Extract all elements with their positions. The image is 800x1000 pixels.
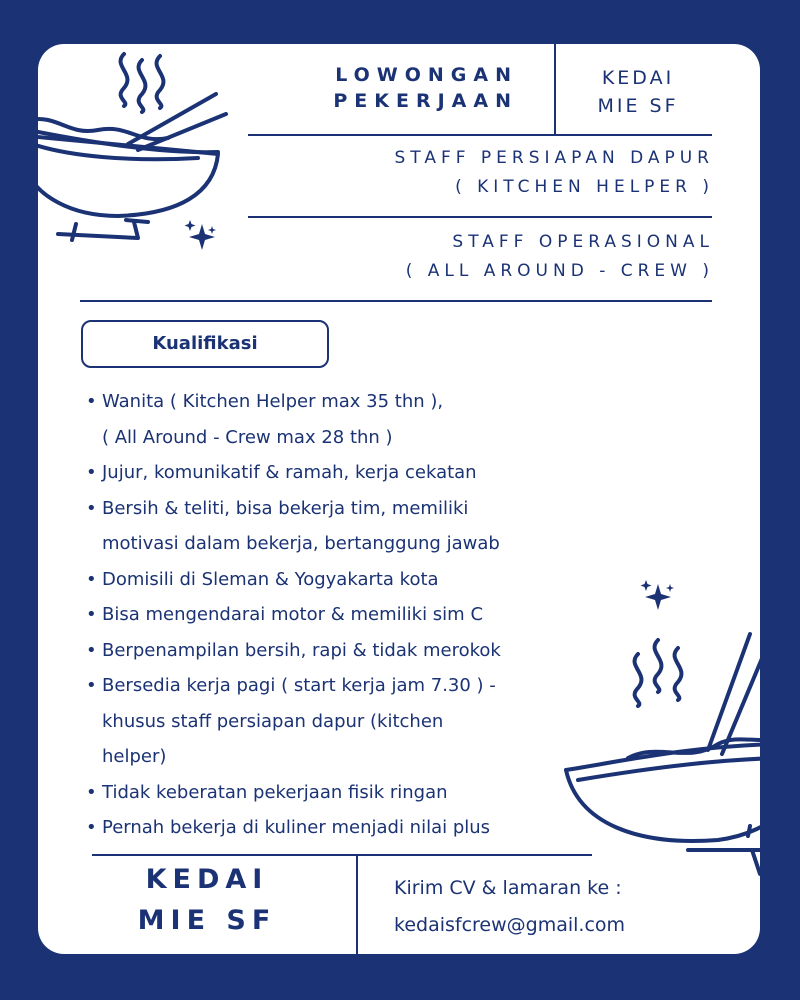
position-title: STAFF PERSIAPAN DAPUR [394,148,714,168]
list-item [82,597,582,633]
footer-brand-line-2: MIE SF [137,905,277,936]
position-kitchen-helper [394,144,714,202]
header-brand-line-1: KEDAI [601,67,675,89]
footer-vertical-divider [356,854,358,954]
divider-1 [248,134,712,136]
list-item-line: • Tidak keberatan pekerjaan fisik ringan [102,781,448,803]
list-item [82,562,582,598]
list-item-line: • Jujur, komunikatif & ramah, kerja cekatan [102,462,477,483]
list-item [82,810,582,846]
contact-info [394,870,625,944]
list-item-line: motivasi dalam bekerja, bertanggung jawab [102,533,500,554]
footer-brand [92,859,322,941]
position-subtitle: ( KITCHEN HELPER ) [455,177,714,197]
list-item [82,633,582,669]
contact-label: Kirim CV & lamaran ke : [394,877,622,899]
title-line-1: LOWONGAN [335,64,518,86]
list-item-line: ( All Around - Crew max 28 thn ) [102,426,393,448]
list-item-line: • Berpenampilan bersih, rapi & tidak merokok [102,639,501,661]
list-item-line: • Pernah bekerja di kuliner menjadi nilai plus [102,817,491,838]
list-item [82,455,582,491]
list-item-line: • Bersih & teliti, bisa bekerja tim, memiliki [102,497,469,519]
list-item [82,668,582,775]
position-title: STAFF OPERASIONAL [452,232,714,252]
list-item [82,775,582,811]
list-item-line: • Wanita ( Kitchen Helper max 35 thn ), [102,391,444,412]
qualifications-heading: Kualifikasi [81,320,329,368]
title-line-2: PEKERJAAN [333,90,518,112]
divider-2 [248,216,712,218]
noodle-bowl-icon [38,44,268,274]
poster-card [38,44,760,954]
list-item-line: • Bisa mengendarai motor & memiliki sim C [102,604,484,625]
position-all-around-crew [406,228,714,286]
header-divider [554,44,556,134]
list-item [82,491,582,562]
qualifications-list [82,384,582,846]
list-item-line: • Bersedia kerja pagi ( start kerja jam 7.30 ) - [102,675,496,696]
footer-divider [92,854,592,856]
footer-brand-line-1: KEDAI [145,864,269,895]
list-item [82,384,582,455]
list-item-line: helper) [102,746,167,767]
divider-3 [80,300,712,302]
contact-email[interactable]: kedaisfcrew@gmail.com [394,914,626,936]
list-item-line: khusus staff persiapan dapur (kitchen [102,710,444,732]
header-brand [558,64,718,120]
page-title [286,62,518,114]
list-item-line: • Domisili di Sleman & Yogyakarta kota [102,568,439,590]
header-brand-line-2: MIE SF [597,95,679,117]
position-subtitle: ( ALL AROUND - CREW ) [405,261,714,281]
